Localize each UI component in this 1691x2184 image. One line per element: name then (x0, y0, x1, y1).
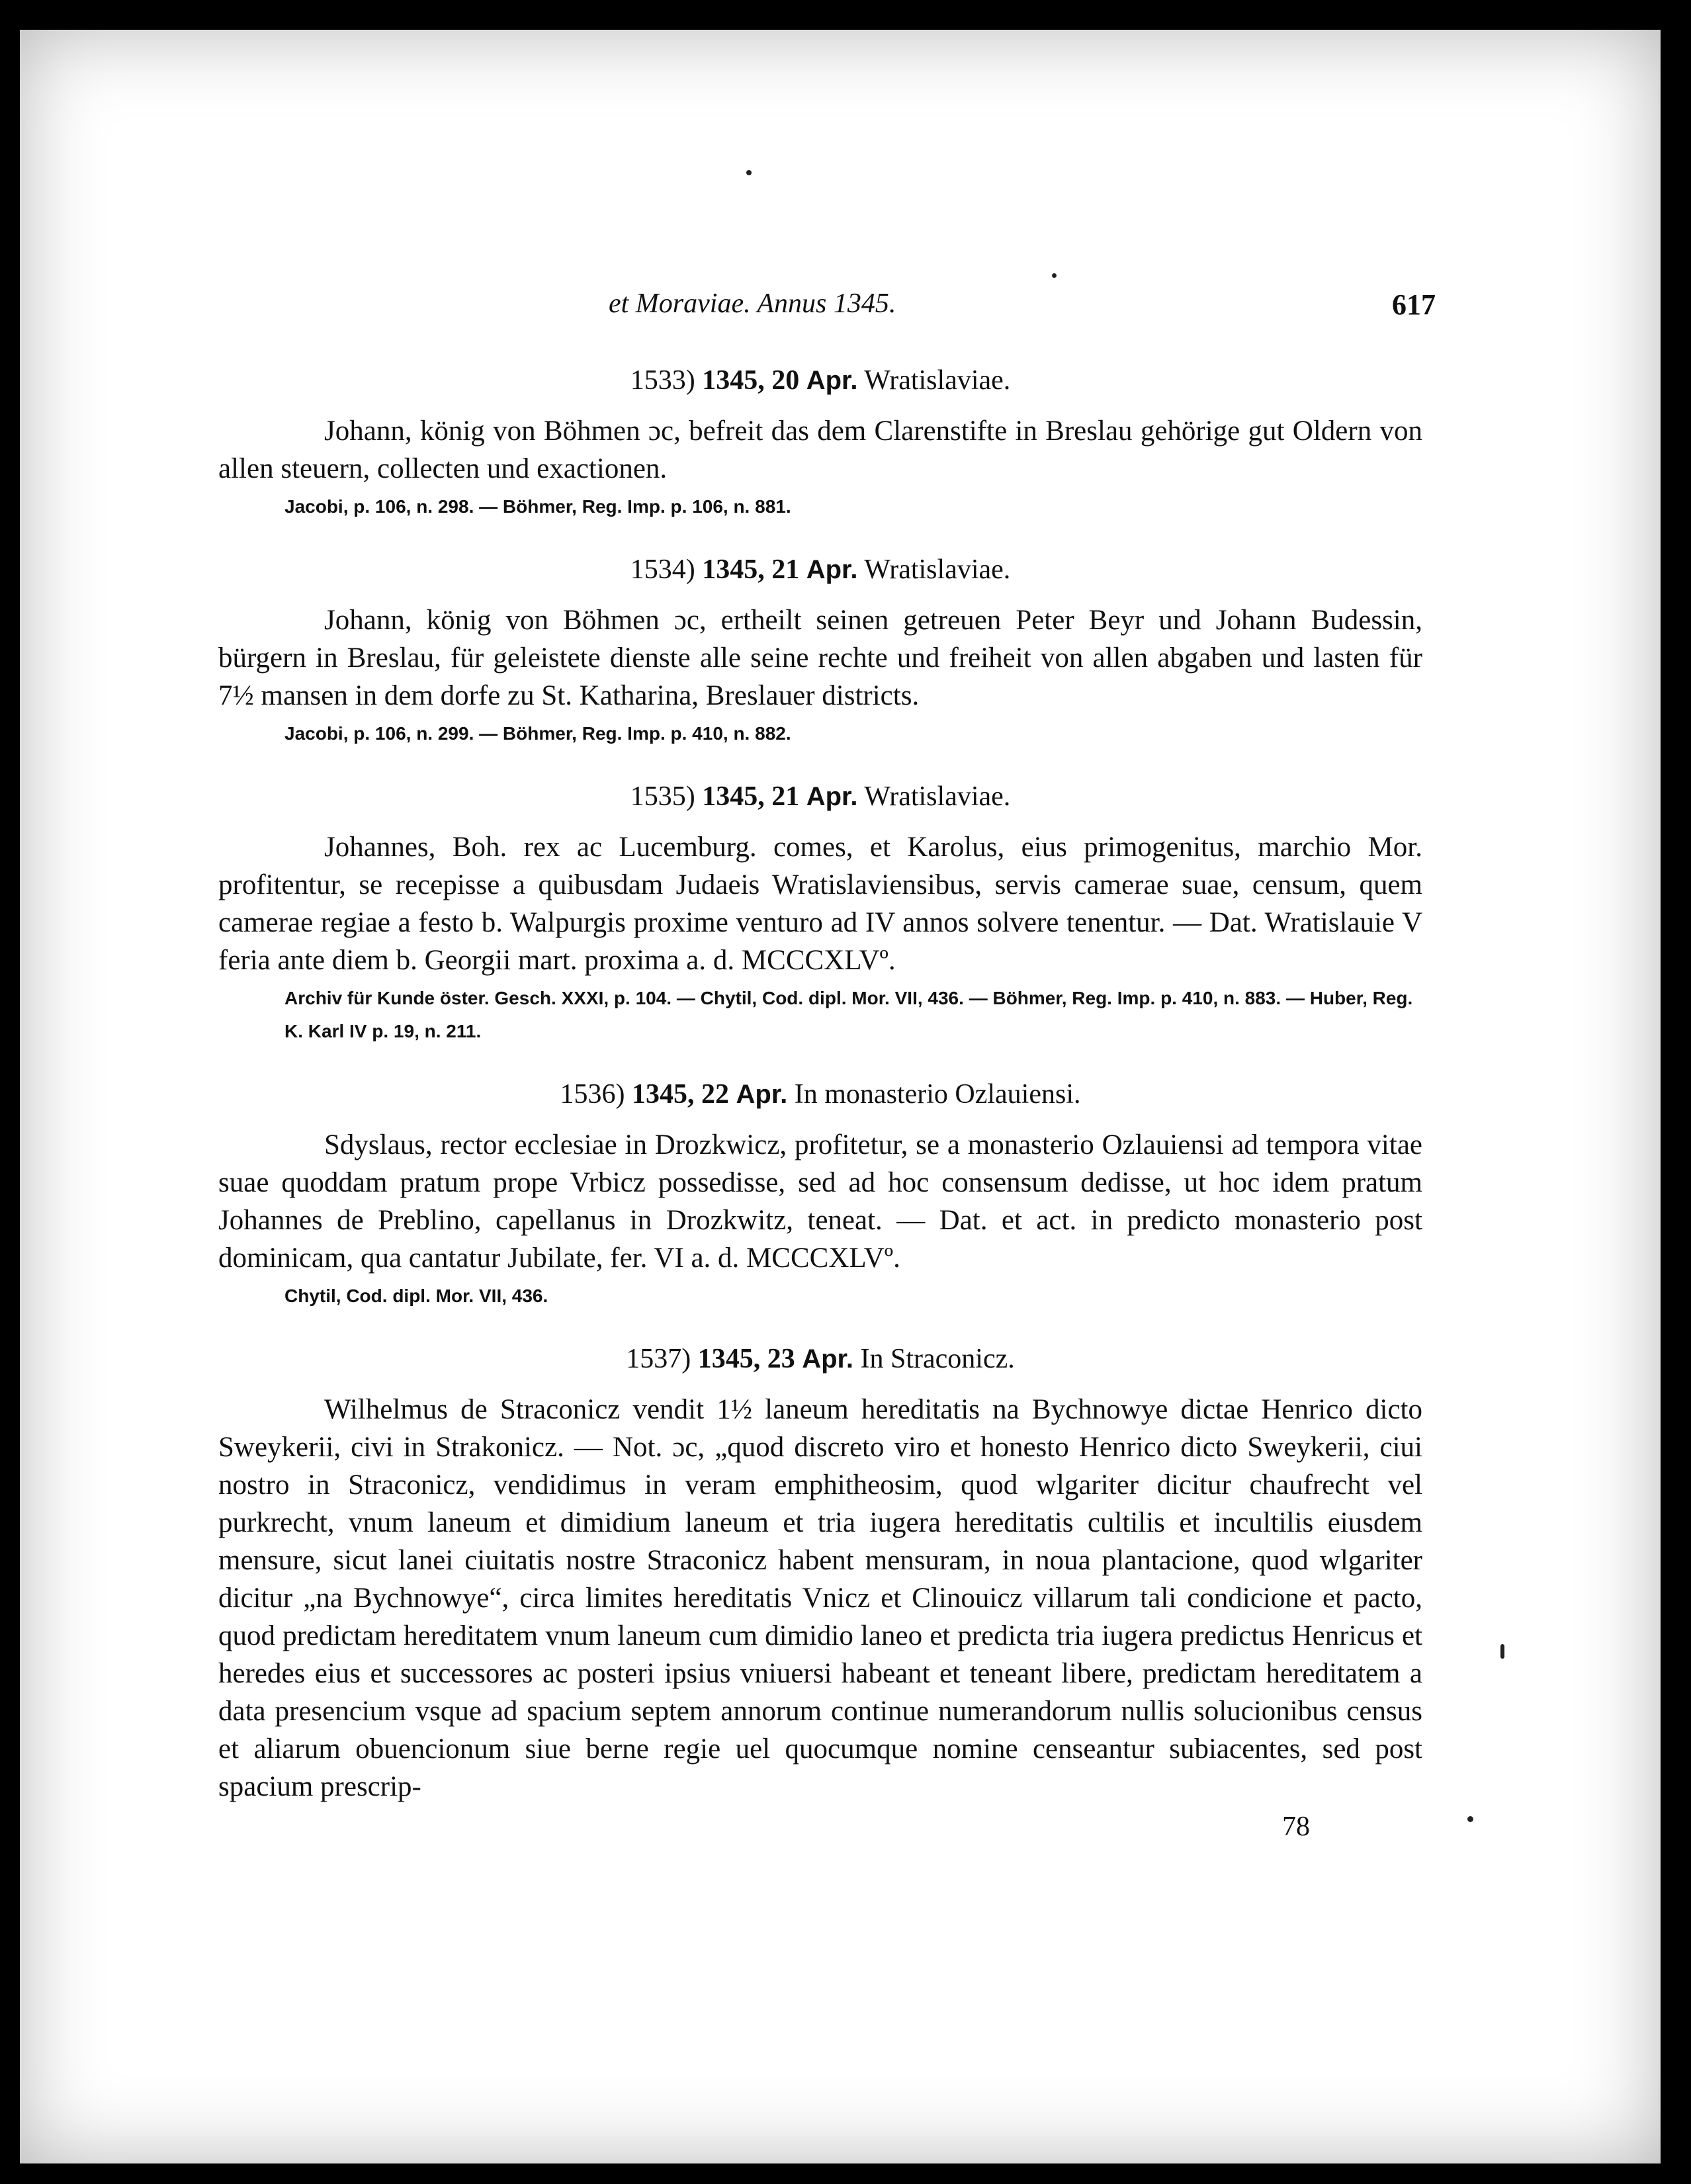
regest-entry-1537 (218, 1339, 1422, 1806)
entry-month: Apr. (736, 1080, 788, 1109)
entry-source: Jacobi, p. 106, n. 298. — Böhmer, Reg. Imp. p. 106, n. 881. (284, 496, 791, 517)
entry-place: In Straconicz. (860, 1344, 1015, 1374)
entry-date: 1345, 21 (702, 554, 800, 585)
entry-number: 1537) (626, 1344, 691, 1374)
dust-speck (1500, 1644, 1504, 1659)
entry-heading (218, 550, 1422, 590)
regest-entry-1533 (218, 361, 1422, 523)
entry-date: 1345, 20 (702, 365, 800, 396)
entry-place: Wratislaviae. (864, 554, 1011, 585)
entry-place: Wratislaviae. (864, 365, 1011, 396)
entry-body: Johann, könig von Böhmen ɔc, ertheilt seinen getreuen Peter Beyr und Johann Budessin, bürgern in Breslau, für geleistete dienste alle seine rechte und freiheit von allen abgaben und lasten für 7½ mansen in dem dorfe zu St. Katharina, Breslauer districts. (218, 605, 1422, 711)
page-number: 617 (1392, 288, 1436, 321)
entry-heading (218, 777, 1422, 816)
entry-source: Archiv für Kunde öster. Gesch. XXXI, p. 104. — Chytil, Cod. dipl. Mor. VII, 436. — Böhmer, Reg. Imp. p. 410, n. 883. — Huber, Reg. K. Karl IV p. 19, n. 211. (284, 988, 1413, 1041)
entry-number: 1533) (630, 365, 695, 396)
printer-signature: 78 (1282, 1812, 1310, 1842)
entry-heading (218, 1074, 1422, 1114)
regest-entry-1536 (218, 1074, 1422, 1313)
entry-date: 1345, 21 (702, 781, 800, 812)
entry-month: Apr. (806, 366, 858, 395)
entry-source: Chytil, Cod. dipl. Mor. VII, 436. (284, 1286, 548, 1306)
entry-body: Wilhelmus de Straconicz vendit 1½ laneum hereditatis na Bychnowye dictae Henrico dicto Sweykerii, civi in Strakonicz. — Not. ɔc, „quod discreto viro et honesto Henrico dicto Sweykerii, ciui nostro in Straconicz, vendidimus in veram emphitheosim, quod wlgariter dicitur chaufrecht vel purkrecht, vnum laneum et dimidium laneum et tria iugera hereditatis cultilis et incultilis eiusdem mensure, sicut lanei ciuitatis nostre Straconicz habent mensuram, in noua plantacione, quod wlgariter dicitur „na Bychnowye“, circa limites hereditatis Vnicz et Clinouicz villarum tali condicione et pacto, quod predictam hereditatem vnum laneum cum dimidio laneo et predicta tria iugera predictus Henricus et heredes eius et successores ac posteri ipsius vniuersi habeant et teneant libere, predictam hereditatem a data presencium vsque ad spacium septem annorum continue numerandorum nullis solucionibus census et aliarum obuencionum siue berne regie uel quocumque nomine censeantur subiacentes, sed post spacium prescrip- (218, 1394, 1422, 1802)
entry-month: Apr. (806, 555, 858, 584)
entry-heading (218, 361, 1422, 400)
entry-month: Apr. (806, 782, 858, 811)
entry-number: 1534) (630, 554, 695, 585)
regest-entry-1534 (218, 550, 1422, 750)
running-title: et Moraviae. Annus 1345. (609, 288, 896, 319)
paper-sheet (20, 30, 1661, 2163)
entry-body: Johannes, Boh. rex ac Lucemburg. comes, et Karolus, eius primogenitus, marchio Mor. profitentur, se recepisse a quibusdam Judaeis Wratislaviensibus, servis camerae suae, censum, quem camerae regiae a festo b. Walpurgis proxime venturo ad IV annos solvere tenentur. — Dat. Wratislauie V feria ante diem b. Georgii mart. proxima a. d. MCCCXLVº. (218, 832, 1422, 976)
dust-speck (1467, 1816, 1473, 1822)
entry-number: 1536) (560, 1079, 625, 1110)
entry-date: 1345, 22 (631, 1079, 729, 1110)
dust-speck (746, 170, 752, 175)
entry-body: Johann, könig von Böhmen ɔc, befreit das dem Clarenstifte in Breslau gehörige gut Oldern von allen steuern, collecten und exactionen. (218, 415, 1422, 484)
entry-source: Jacobi, p. 106, n. 299. — Böhmer, Reg. Imp. p. 410, n. 882. (284, 723, 791, 744)
page-text (218, 288, 1436, 1843)
entry-heading (218, 1339, 1422, 1379)
entry-date: 1345, 23 (697, 1344, 795, 1374)
entry-place: In monasterio Ozlauiensi. (794, 1079, 1081, 1110)
regest-entry-1535 (218, 777, 1422, 1048)
entry-body: Sdyslaus, rector ecclesiae in Drozkwicz, profitetur, se a monasterio Ozlauiensi ad tempora vitae suae quoddam pratum prope Vrbicz possedisse, sed ad hoc consensum dedisse, ut hoc idem pratum Johannes de Preblino, capellanus in Drozkwitz, teneat. — Dat. et act. in predicto monasterio post dominicam, qua cantatur Jubilate, fer. VI a. d. MCCCXLVº. (218, 1129, 1422, 1274)
entry-place: Wratislaviae. (864, 781, 1011, 812)
dust-speck (1052, 273, 1057, 278)
page-header (218, 288, 1436, 334)
entry-month: Apr. (802, 1344, 854, 1374)
entry-number: 1535) (630, 781, 695, 812)
